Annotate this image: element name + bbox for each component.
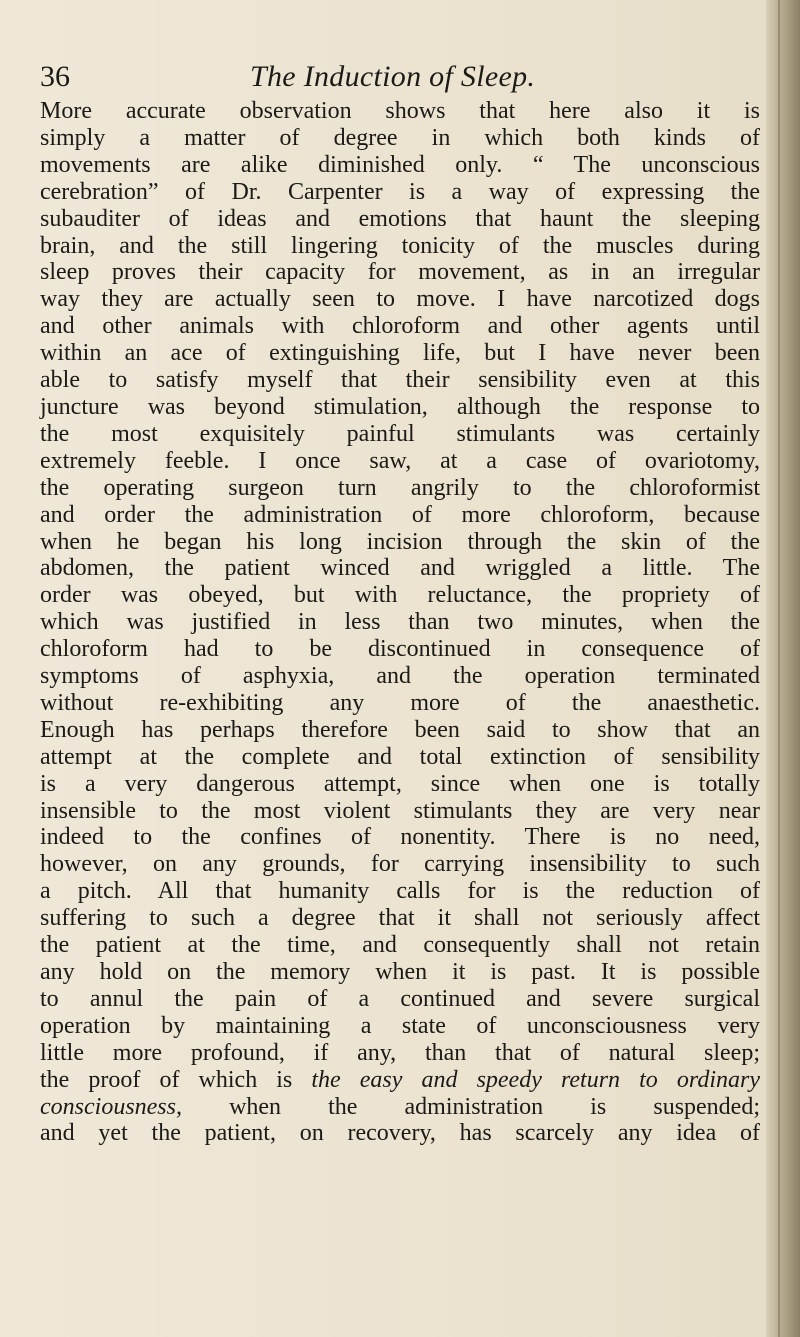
text-line: little more profound, if any, than that of natural sleep; (40, 1039, 760, 1066)
text-line: abdomen, the patient winced and wriggled a little. The (40, 555, 760, 582)
text-line: way they are actually seen to move. I have narcotized dogs (40, 286, 760, 313)
text-segment: the proof of which is (40, 1066, 312, 1093)
text-line: symptoms of asphyxia, and the operation terminated (40, 663, 760, 690)
text-line: to annul the pain of a continued and severe surgical (40, 985, 760, 1012)
text-line: within an ace of extinguishing life, but I have never been (40, 340, 760, 367)
text-line: Enough has perhaps therefore been said to show that an (40, 716, 760, 743)
text-line-with-italic (40, 1094, 760, 1121)
text-line: operation by maintaining a state of unconsciousness very (40, 1012, 760, 1039)
text-line: subauditer of ideas and emotions that haunt the sleeping (40, 205, 760, 232)
text-line: indeed to the confines of nonentity. There is no need, (40, 824, 760, 851)
text-line: cerebration” of Dr. Carpenter is a way of expressing the (40, 178, 760, 205)
chapter-title: The Induction of Sleep. (250, 60, 536, 93)
text-line: without re-exhibiting any more of the anaesthetic. (40, 689, 760, 716)
text-line: and yet the patient, on recovery, has scarcely any idea of (40, 1120, 760, 1147)
text-line: movements are alike diminished only. “ The unconscious (40, 151, 760, 178)
text-line: attempt at the complete and total extinction of sensibility (40, 743, 760, 770)
text-line: sleep proves their capacity for movement, as in an irregular (40, 259, 760, 286)
text-line: simply a matter of degree in which both kinds of (40, 124, 760, 151)
text-line: however, on any grounds, for carrying insensibility to such (40, 851, 760, 878)
text-line: extremely feeble. I once saw, at a case of ovariotomy, (40, 447, 760, 474)
text-line: the most exquisitely painful stimulants was certainly (40, 420, 760, 447)
text-line: a pitch. All that humanity calls for is the reduction of (40, 878, 760, 905)
text-segment: when the administration is suspended; (181, 1093, 760, 1120)
body-text (40, 98, 760, 1147)
text-line: More accurate observation shows that here also it is (40, 98, 760, 124)
text-line: any hold on the memory when it is past. It is possible (40, 959, 760, 985)
text-line: and other animals with chloroform and other agents until (40, 313, 760, 340)
italic-phrase: the easy and speedy return to ordinary (311, 1066, 760, 1093)
text-line: the patient at the time, and consequently shall not retain (40, 932, 760, 959)
page-number: 36 (40, 60, 70, 93)
book-binding-edge (766, 0, 800, 1337)
text-line: order was obeyed, but with reluctance, the propriety of (40, 582, 760, 609)
text-line: suffering to such a degree that it shall not seriously affect (40, 905, 760, 932)
text-line: is a very dangerous attempt, since when one is totally (40, 770, 760, 797)
text-line: able to satisfy myself that their sensibility even at this (40, 367, 760, 394)
text-line: and order the administration of more chloroform, because (40, 501, 760, 528)
text-line: brain, and the still lingering tonicity of the muscles during (40, 232, 760, 259)
text-line: juncture was beyond stimulation, although the response to (40, 393, 760, 420)
italic-phrase: consciousness, (40, 1093, 182, 1120)
text-line: insensible to the most violent stimulants they are very near (40, 797, 760, 824)
text-line-with-italic (40, 1067, 760, 1094)
text-line: when he began his long incision through the skin of the (40, 528, 760, 555)
text-line: the operating surgeon turn angrily to the chloroformist (40, 474, 760, 501)
text-line: chloroform had to be discontinued in consequence of (40, 636, 760, 663)
text-line: which was justified in less than two minutes, when the (40, 609, 760, 636)
